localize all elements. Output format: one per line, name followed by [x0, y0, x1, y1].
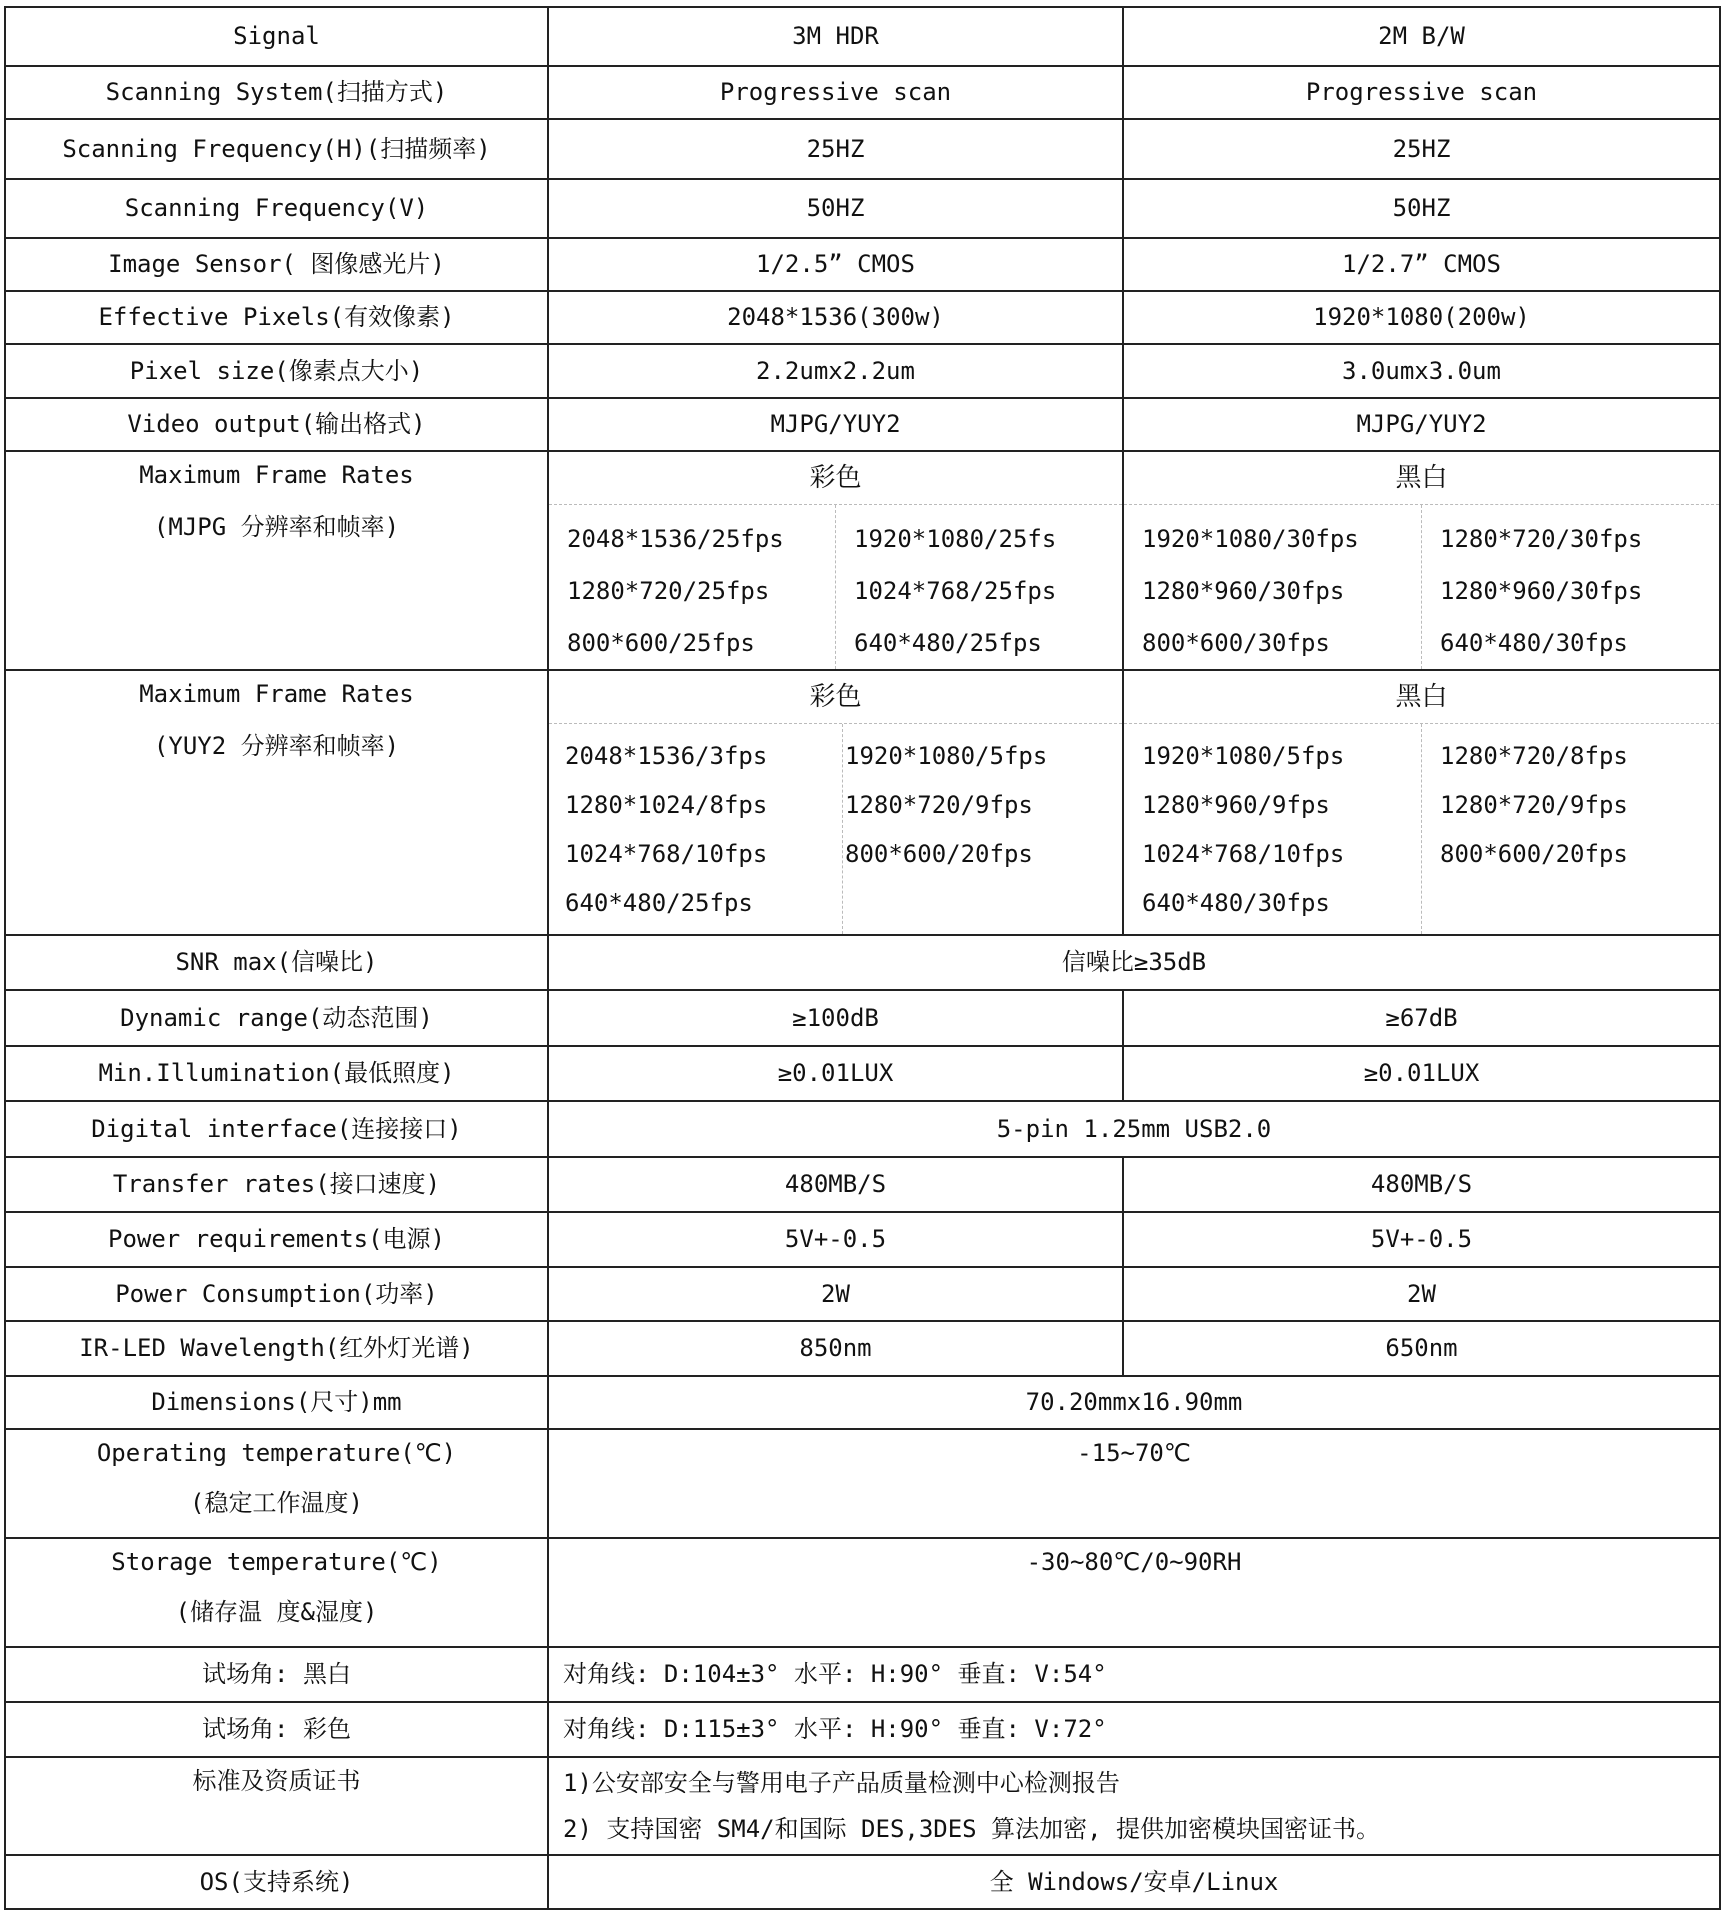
- value-b: ≥0.01LUX: [1123, 1046, 1720, 1101]
- resolution-item: 1024*768/10fps: [565, 840, 768, 868]
- row-pixel-size: [5, 344, 1720, 398]
- value-span: [548, 1757, 1720, 1855]
- value-a: 25HZ: [548, 119, 1123, 179]
- value-a: 850nm: [548, 1321, 1123, 1376]
- row-label: Min.Illumination(最低照度): [5, 1046, 548, 1101]
- resolution-item: 640*480/25fps: [565, 889, 753, 917]
- row-os: [5, 1855, 1720, 1909]
- row-operating-temperature: [5, 1429, 1720, 1538]
- resolution-item: 1280*1024/8fps: [565, 791, 768, 819]
- value-a: Progressive scan: [548, 66, 1123, 119]
- resolution-item: 640*480/30fps: [1142, 889, 1330, 917]
- value-b: 2W: [1123, 1267, 1720, 1321]
- resolution-item: 2048*1536/25fps: [567, 525, 784, 553]
- row-label: [5, 670, 548, 935]
- row-video-output: [5, 398, 1720, 451]
- resolution-grid: [1124, 505, 1719, 669]
- resolution-item: 1920*1080/5fps: [845, 742, 1048, 770]
- label-line: Maximum Frame Rates: [139, 680, 414, 708]
- row-effective-pixels: [5, 291, 1720, 344]
- resolution-column: [1421, 505, 1719, 669]
- row-label: SNR max(信噪比): [5, 935, 548, 990]
- label-line: (YUY2 分辨率和帧率): [153, 732, 400, 761]
- value-a: 50HZ: [548, 179, 1123, 238]
- row-label: Scanning Frequency(H)(扫描频率): [5, 119, 548, 179]
- row-transfer-rates: [5, 1157, 1720, 1212]
- label-line: Maximum Frame Rates: [139, 461, 414, 489]
- value-span: 信噪比≥35dB: [548, 935, 1720, 990]
- row-label: Scanning Frequency(V): [5, 179, 548, 238]
- row-power-consumption: [5, 1267, 1720, 1321]
- resolution-item: 800*600/20fps: [1440, 840, 1628, 868]
- value-b: 5V+-0.5: [1123, 1212, 1720, 1267]
- row-fov-color: [5, 1702, 1720, 1757]
- value-a: 1/2.5” CMOS: [548, 238, 1123, 291]
- value-a: 2.2umx2.2um: [548, 344, 1123, 398]
- row-power-requirements: [5, 1212, 1720, 1267]
- value-b: MJPG/YUY2: [1123, 398, 1720, 451]
- resolution-grid: [549, 724, 1122, 934]
- row-mjpg-frame-rates: [5, 451, 1720, 670]
- spec-table: [4, 6, 1721, 1910]
- resolution-item: 800*600/25fps: [567, 629, 755, 657]
- value-span: -15~70℃: [548, 1429, 1720, 1538]
- row-yuy2-frame-rates: [5, 670, 1720, 935]
- bw-heading: 黑白: [1124, 452, 1719, 505]
- value-a: 2048*1536(300w): [548, 291, 1123, 344]
- row-label: Power requirements(电源): [5, 1212, 548, 1267]
- resolution-item: 1280*960/9fps: [1142, 791, 1330, 819]
- row-label: 试场角: 彩色: [5, 1702, 548, 1757]
- value-a: MJPG/YUY2: [548, 398, 1123, 451]
- value-b: 480MB/S: [1123, 1157, 1720, 1212]
- resolution-item: 1024*768/25fps: [854, 577, 1057, 605]
- row-freq-v: [5, 179, 1720, 238]
- header-row: [5, 7, 1720, 66]
- value-a: ≥0.01LUX: [548, 1046, 1123, 1101]
- resolution-column: [1421, 724, 1719, 934]
- row-label: Dimensions(尺寸)mm: [5, 1376, 548, 1429]
- row-label: Scanning System(扫描方式): [5, 66, 548, 119]
- resolution-item: 640*480/25fps: [854, 629, 1042, 657]
- row-digital-interface: [5, 1101, 1720, 1157]
- resolution-item: 1280*960/30fps: [1440, 577, 1643, 605]
- resolution-column: [1124, 724, 1421, 934]
- header-col-a: 3M HDR: [548, 7, 1123, 66]
- label-line: Operating temperature(℃): [96, 1439, 457, 1467]
- resolution-column: [835, 505, 1122, 669]
- row-label: Video output(输出格式): [5, 398, 548, 451]
- resolution-item: 1920*1080/5fps: [1142, 742, 1345, 770]
- resolution-column: [1124, 505, 1421, 669]
- yuy2-bw-cell: [1123, 670, 1720, 935]
- value-b: 50HZ: [1123, 179, 1720, 238]
- resolution-item: 1024*768/10fps: [1142, 840, 1345, 868]
- value-a: 480MB/S: [548, 1157, 1123, 1212]
- value-span: -30~80℃/0~90RH: [548, 1538, 1720, 1647]
- row-freq-h: [5, 119, 1720, 179]
- row-certificates: [5, 1757, 1720, 1855]
- row-label: 试场角: 黑白: [5, 1647, 548, 1702]
- resolution-item: 1280*960/30fps: [1142, 577, 1345, 605]
- label-line: (MJPG 分辨率和帧率): [153, 513, 400, 542]
- row-label: [5, 1538, 548, 1647]
- value-span: 70.20mmx16.90mm: [548, 1376, 1720, 1429]
- row-label: Effective Pixels(有效像素): [5, 291, 548, 344]
- resolution-column: [549, 724, 842, 934]
- label-line: (稳定工作温度): [190, 1489, 363, 1518]
- mjpg-bw-cell: [1123, 451, 1720, 670]
- value-span: 对角线: D:104±3° 水平: H:90° 垂直: V:54°: [548, 1647, 1720, 1702]
- row-label: [5, 451, 548, 670]
- row-dimensions: [5, 1376, 1720, 1429]
- resolution-item: 2048*1536/3fps: [565, 742, 768, 770]
- row-min-illumination: [5, 1046, 1720, 1101]
- resolution-item: 1280*720/9fps: [845, 791, 1033, 819]
- resolution-item: 1920*1080/25fs: [854, 525, 1057, 553]
- resolution-item: 800*600/30fps: [1142, 629, 1330, 657]
- value-b: 1/2.7” CMOS: [1123, 238, 1720, 291]
- row-ir-led: [5, 1321, 1720, 1376]
- row-fov-bw: [5, 1647, 1720, 1702]
- row-label: Transfer rates(接口速度): [5, 1157, 548, 1212]
- resolution-item: 1280*720/9fps: [1440, 791, 1628, 819]
- resolution-grid: [1124, 724, 1719, 934]
- row-scanning-system: [5, 66, 1720, 119]
- resolution-item: 800*600/20fps: [845, 840, 1033, 868]
- bw-heading: 黑白: [1124, 671, 1719, 724]
- value-b: 3.0umx3.0um: [1123, 344, 1720, 398]
- row-snr: [5, 935, 1720, 990]
- label-line: (储存温 度&湿度): [175, 1598, 378, 1627]
- value-span: 全 Windows/安卓/Linux: [548, 1855, 1720, 1909]
- label-line: Storage temperature(℃): [111, 1548, 442, 1576]
- row-label: OS(支持系统): [5, 1855, 548, 1909]
- row-label: Pixel size(像素点大小): [5, 344, 548, 398]
- row-label: Dynamic range(动态范围): [5, 990, 548, 1046]
- row-label: [5, 1429, 548, 1538]
- value-b: 650nm: [1123, 1321, 1720, 1376]
- color-heading: 彩色: [549, 671, 1122, 724]
- value-a: ≥100dB: [548, 990, 1123, 1046]
- cert-line: 1)公安部安全与警用电子产品质量检测中心检测报告: [563, 1769, 1120, 1797]
- row-dynamic-range: [5, 990, 1720, 1046]
- resolution-column: [549, 505, 835, 669]
- value-span: 5-pin 1.25mm USB2.0: [548, 1101, 1720, 1157]
- value-b: 1920*1080(200w): [1123, 291, 1720, 344]
- value-a: 2W: [548, 1267, 1123, 1321]
- resolution-item: 1920*1080/30fps: [1142, 525, 1359, 553]
- row-image-sensor: [5, 238, 1720, 291]
- resolution-grid: [549, 505, 1122, 669]
- yuy2-color-cell: [548, 670, 1123, 935]
- header-col-b: 2M B/W: [1123, 7, 1720, 66]
- resolution-item: 1280*720/25fps: [567, 577, 770, 605]
- color-heading: 彩色: [549, 452, 1122, 505]
- value-b: 25HZ: [1123, 119, 1720, 179]
- header-signal: Signal: [5, 7, 548, 66]
- resolution-item: 1280*720/8fps: [1440, 742, 1628, 770]
- resolution-item: 1280*720/30fps: [1440, 525, 1643, 553]
- resolution-column: [842, 724, 1122, 934]
- mjpg-color-cell: [548, 451, 1123, 670]
- row-label: IR-LED Wavelength(红外灯光谱): [5, 1321, 548, 1376]
- value-b: Progressive scan: [1123, 66, 1720, 119]
- value-b: ≥67dB: [1123, 990, 1720, 1046]
- cert-line: 2) 支持国密 SM4/和国际 DES,3DES 算法加密, 提供加密模块国密证书。: [563, 1815, 1380, 1843]
- row-label: 标准及资质证书: [5, 1757, 548, 1855]
- resolution-item: 640*480/30fps: [1440, 629, 1628, 657]
- value-a: 5V+-0.5: [548, 1212, 1123, 1267]
- row-storage-temperature: [5, 1538, 1720, 1647]
- row-label: Digital interface(连接接口): [5, 1101, 548, 1157]
- row-label: Power Consumption(功率): [5, 1267, 548, 1321]
- row-label: Image Sensor( 图像感光片): [5, 238, 548, 291]
- value-span: 对角线: D:115±3° 水平: H:90° 垂直: V:72°: [548, 1702, 1720, 1757]
